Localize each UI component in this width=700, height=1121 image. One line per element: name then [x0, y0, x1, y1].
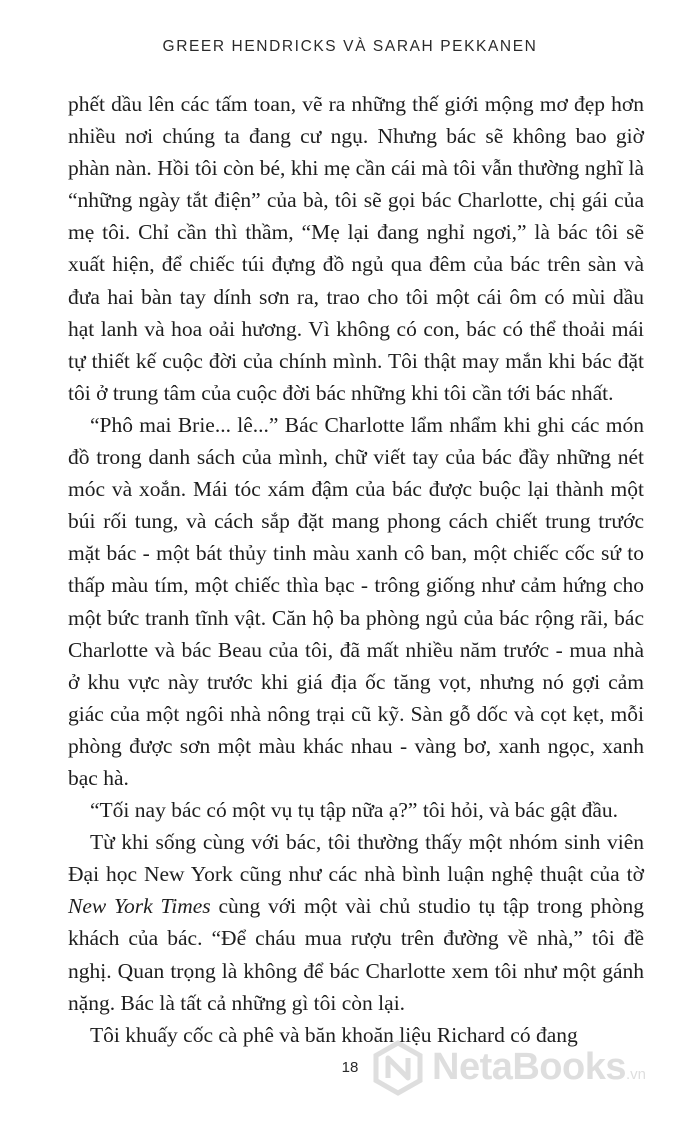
page-number: 18	[341, 1059, 359, 1076]
watermark-domain-suffix: .vn	[626, 1066, 647, 1083]
newspaper-title: New York Times	[68, 894, 211, 919]
running-head: GREER HENDRICKS VÀ SARAH PEKKANEN	[162, 38, 538, 55]
watermark-brand: NetaBooks	[432, 1046, 626, 1088]
paragraph-text-before-italic: Từ khi sống cùng với bác, tôi thường thấy một nhóm sinh viên Đại học New York cũng như các nhà bình luận nghệ thuật của tờ	[68, 830, 644, 887]
watermark	[370, 1036, 690, 1102]
paragraph-gathering-question: “Tối nay bác có một vụ tụ tập nữa ạ?” tôi hỏi, và bác gật đầu.	[90, 798, 619, 823]
watermark-text	[432, 1046, 646, 1089]
paragraph-text-after-italic: cùng với một vài chủ studio tụ tập trong phòng khách của bác. “Để cháu mua rượu trên đường về nhà,” tôi đề nghị. Quan trọng là không để bác Charlotte xem tôi như một gánh nặng. Bác là tất cả những gì tôi còn lại.	[68, 894, 644, 1015]
netabooks-logo-icon	[370, 1040, 426, 1096]
body-text	[68, 88, 644, 1051]
paragraph-coffee: Tôi khuấy cốc cà phê và băn khoăn liệu Richard có đang	[90, 1022, 578, 1047]
paragraph-brie: “Phô mai Brie... lê...” Bác Charlotte lẩm nhẩm khi ghi các món đồ trong danh sách của mình, chữ viết tay của bác đầy những nét móc và xoắn. Mái tóc xám đậm của bác được buộc lại thành một búi rối tung, và cách sắp đặt mang phong cách chiết trung trước mặt bác - một bát thủy tinh màu xanh cô ban, một chiếc cốc sứ to thấp màu tím, một chiếc thìa bạc - trông giống như cảm hứng cho một bức tranh tĩnh vật. Căn hộ ba phòng ngủ của bác rộng rãi, bác Charlotte và bác Beau của tôi, đã mất nhiều năm trước - mua nhà ở khu vực này trước khi giá địa ốc tăng vọt, nhưng nó gợi cảm giác của một ngôi nhà nông trại cũ kỹ. Sàn gỗ dốc và cọt kẹt, mỗi phòng được sơn một màu khác nhau - vàng bơ, xanh ngọc, xanh bạc hà.	[68, 412, 644, 790]
paragraph-continued: phết dầu lên các tấm toan, vẽ ra những thế giới mộng mơ đẹp hơn nhiều nơi chúng ta đang cư ngụ. Nhưng bác sẽ không bao giờ phàn nàn. Hồi tôi còn bé, khi mẹ cần cái mà tôi vẫn thường nghĩ là “những ngày tắt điện” của bà, tôi sẽ gọi bác Charlotte, chị gái của mẹ tôi. Chỉ cần thì thầm, “Mẹ lại đang nghỉ ngơi,” là bác tôi sẽ xuất hiện, để chiếc túi đựng đồ ngủ qua đêm của bác trên sàn và đưa hai bàn tay dính sơn ra, trao cho tôi một cái ôm có mùi dầu hạt lanh và hoa oải hương. Vì không có con, bác có thể thoải mái tự thiết kế cuộc đời của chính mình. Tôi thật may mắn khi bác đặt tôi ở trung tâm của cuộc đời bác những khi tôi cần tới bác nhất.	[68, 92, 644, 405]
paragraph-living-with-aunt	[68, 826, 644, 1019]
